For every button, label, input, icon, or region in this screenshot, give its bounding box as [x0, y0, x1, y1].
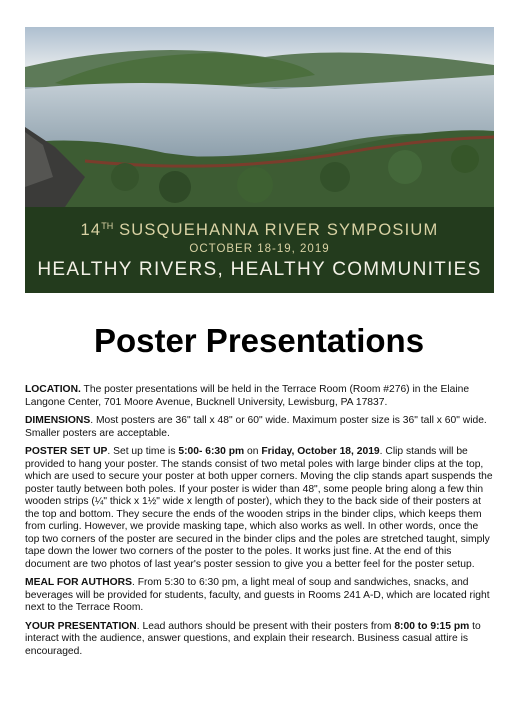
symposium-name: SUSQUEHANNA RIVER SYMPOSIUM	[119, 221, 439, 239]
symposium-title	[25, 221, 494, 240]
setup-paragraph	[25, 446, 493, 571]
river-photo-illustration	[25, 27, 494, 207]
symposium-dates: OCTOBER 18-19, 2019	[189, 243, 330, 255]
meal-paragraph	[25, 577, 493, 615]
dimensions-text: . Most posters are 36" tall x 48" or 60" wide. Maximum poster size is 36" tall x 60" wide. Smaller posters are acceptable.	[25, 415, 487, 439]
setup-time: 5:00- 6:30 pm	[178, 446, 245, 457]
meal-heading: MEAL FOR AUTHORS	[25, 577, 132, 588]
page-title: Poster Presentations	[93, 322, 425, 359]
symposium-band	[25, 207, 494, 293]
presentation-text-1: . Lead authors should be present with their posters from	[136, 620, 395, 632]
setup-heading: POSTER SET UP	[25, 446, 108, 457]
meal-text: . From 5:30 to 6:30 pm, a light meal of soup and sandwiches, snacks, and beverages will be provided for students, faculty, and guests in Rooms 241 A-D, which are located right next to the Terrace Room.	[25, 577, 490, 613]
location-heading: LOCATION.	[25, 384, 81, 395]
dimensions-paragraph	[25, 415, 493, 440]
header-banner	[25, 27, 494, 293]
river-landscape-photo	[25, 27, 494, 207]
document-body	[25, 384, 493, 664]
location-paragraph	[25, 384, 493, 409]
presentation-paragraph	[25, 621, 493, 659]
setup-text-3: . Clip stands will be provided to hang your poster. The stands consist of two metal poles with large binder clips at the top, which are used to secure your poster at both upper corners. Moving the clip stands apart suspends the poster tautly between both poles. If your poster is wider than 48", some people bring along a few thin wooden strips (¼" thick x 1½" wide x length of poster), which they to the back side of their posters at the top and bottom. They secure the ends of the wooden strips in the binder clips, which keeps them from curling. However, we provide masking tape, which also works as well. In other words, once the top two corners of the poster are secured in the binder clips and the poles are stretched taught, simply tape down the lower two corners of the poster to the poles. It works just fine. At the end of this document are two photos of last year's poster session to give you a better feel for the poster setup.	[25, 446, 493, 570]
setup-date: Friday, October 18, 2019	[261, 446, 380, 457]
symposium-ordinal-number: 14	[80, 221, 102, 239]
setup-text-1: . Set up time is	[107, 446, 179, 457]
presentation-text-2: to interact with the audience, answer questions, and explain their research. Business casual attire is encouraged.	[25, 620, 481, 657]
dimensions-heading: DIMENSIONS	[25, 415, 91, 426]
presentation-heading: YOUR PRESENTATION	[25, 620, 137, 632]
symposium-ordinal-suffix: TH	[101, 221, 114, 231]
presentation-time: 8:00 to 9:15 pm	[394, 620, 470, 632]
location-text: The poster presentations will be held in the Terrace Room (Room #276) in the Elaine Langone Center, 701 Moore Avenue, Bucknell University, Lewisburg, PA 17837.	[25, 384, 470, 408]
setup-text-2: on	[244, 446, 262, 457]
symposium-tagline: HEALTHY RIVERS, HEALTHY COMMUNITIES	[37, 259, 482, 280]
